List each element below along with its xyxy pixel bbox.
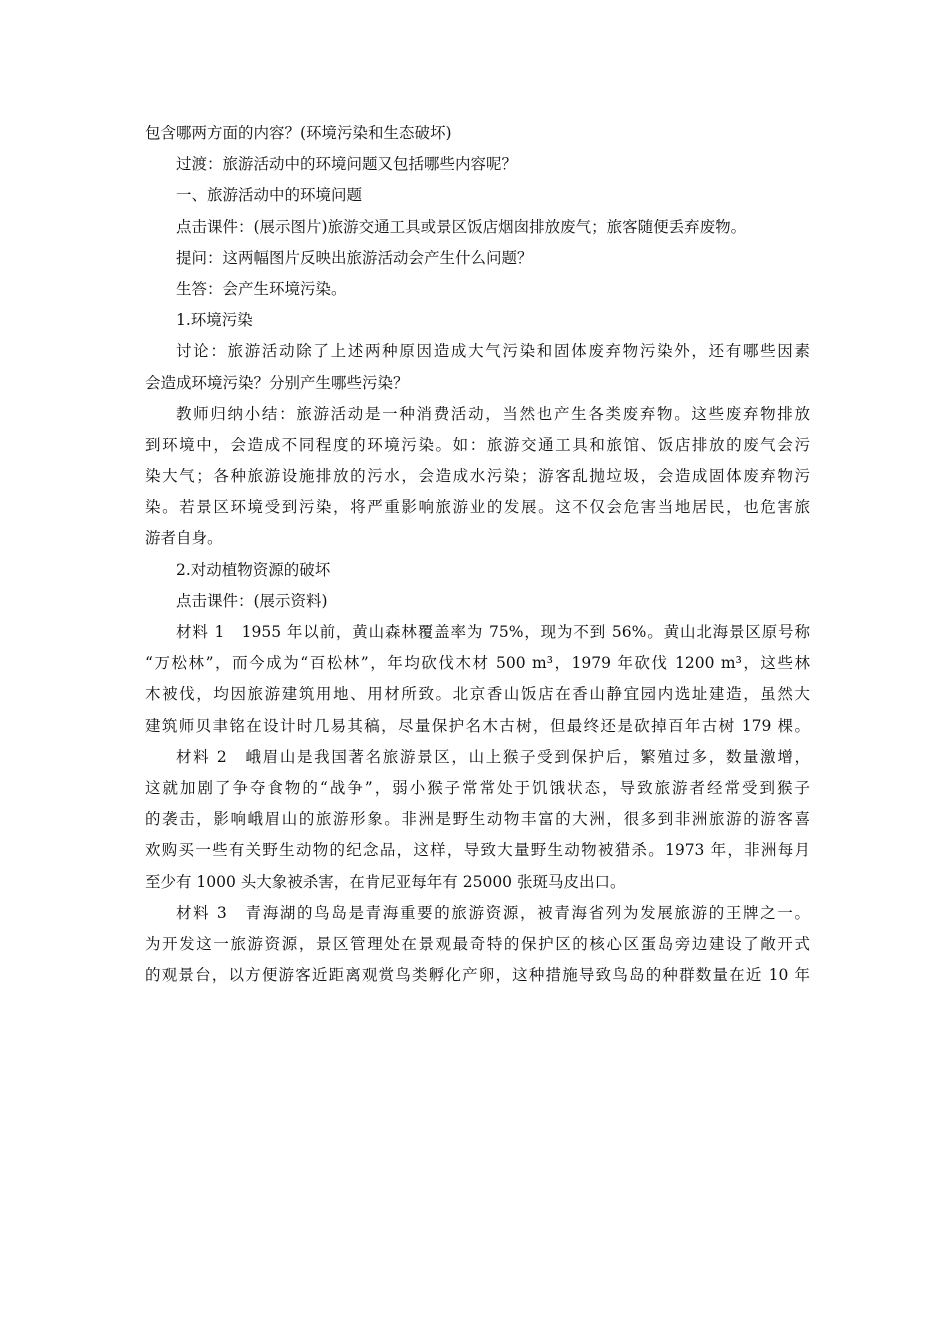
text-line: 材料 3 青海湖的鸟岛是青海重要的旅游资源，被青海省列为发展旅游的王牌之一。 [176, 903, 810, 922]
text-line: 点击课件：(展示图片)旅游交通工具或景区饭店烟囱排放废气；旅客随便丢弃废物。 [176, 217, 747, 236]
text-line: 的袭击，影响峨眉山的旅游形象。非洲是野生动物丰富的大洲，很多到非洲旅游的游客喜 [145, 810, 810, 829]
text-line: 提问：这两幅图片反映出旅游活动会产生什么问题？ [176, 248, 533, 267]
text-line: 讨论：旅游活动除了上述两种原因造成大气污染和固体废弃物污染外，还有哪些因素 [176, 342, 810, 361]
text-line: “万松林”，而今成为“百松林”，年均砍伐木材 500 m³，1979 年砍伐 1200 m³，这些林 [145, 654, 810, 673]
text-line: 点击课件：(展示资料) [176, 591, 328, 610]
text-line: 2.对动植物资源的破坏 [176, 560, 331, 579]
text-line: 材料 2 峨眉山是我国著名旅游景区，山上猴子受到保护后，繁殖过多，数量激增， [176, 747, 810, 766]
text-line: 染。若景区环境受到污染，将严重影响旅游业的发展。这不仅会危害当地居民，也危害旅 [145, 498, 810, 517]
text-line: 为开发这一旅游资源，景区管理处在景观最奇特的保护区的核心区蛋岛旁边建设了敞开式 [145, 934, 810, 953]
text-line: 会造成环境污染？分别产生哪些污染？ [145, 373, 409, 392]
document-body [145, 118, 810, 991]
text-line: 过渡：旅游活动中的环境问题又包括哪些内容呢？ [176, 155, 518, 174]
text-line: 一、旅游活动中的环境问题 [176, 186, 363, 205]
text-line: 游者自身。 [145, 529, 223, 548]
text-line: 包含哪两方面的内容？(环境污染和生态破坏) [145, 124, 452, 142]
text-line: 生答：会产生环境污染。 [176, 279, 347, 298]
text-line: 的观景台，以方便游客近距离观赏鸟类孵化产卵，这种措施导致鸟岛的种群数量在近 10 年 [145, 966, 810, 985]
text-line: 材料 1 1955 年以前，黄山森林覆盖率为 75%，现为不到 56%。黄山北海景区原号称 [176, 623, 810, 641]
text-line: 到环境中，会造成不同程度的环境污染。如：旅游交通工具和旅馆、饭店排放的废气会污 [145, 435, 810, 454]
text-line: 至少有 1000 头大象被杀害，在肯尼亚每年有 25000 张斑马皮出口。 [145, 872, 626, 891]
text-line: 染大气；各种旅游设施排放的污水，会造成水污染；游客乱抛垃圾，会造成固体废弃物污 [145, 467, 810, 486]
text-line: 木被伐，均因旅游建筑用地、用材所致。北京香山饭店在香山静宜园内选址建造，虽然大 [145, 685, 810, 704]
text-line: 这就加剧了争夺食物的“战争”，弱小猴子常常处于饥饿状态，导致旅游者经常受到猴子 [145, 778, 810, 797]
text-line: 建筑师贝聿铭在设计时几易其稿，尽量保护名木古树，但最终还是砍掉百年古树 179 棵。 [145, 716, 810, 735]
text-line: 1.环境污染 [176, 311, 253, 330]
text-line: 教师归纳小结：旅游活动是一种消费活动，当然也产生各类废弃物。这些废弃物排放 [176, 404, 810, 423]
text-line: 欢购买一些有关野生动物的纪念品，这样，导致大量野生动物被猎杀。1973 年，非洲每月 [145, 841, 810, 860]
